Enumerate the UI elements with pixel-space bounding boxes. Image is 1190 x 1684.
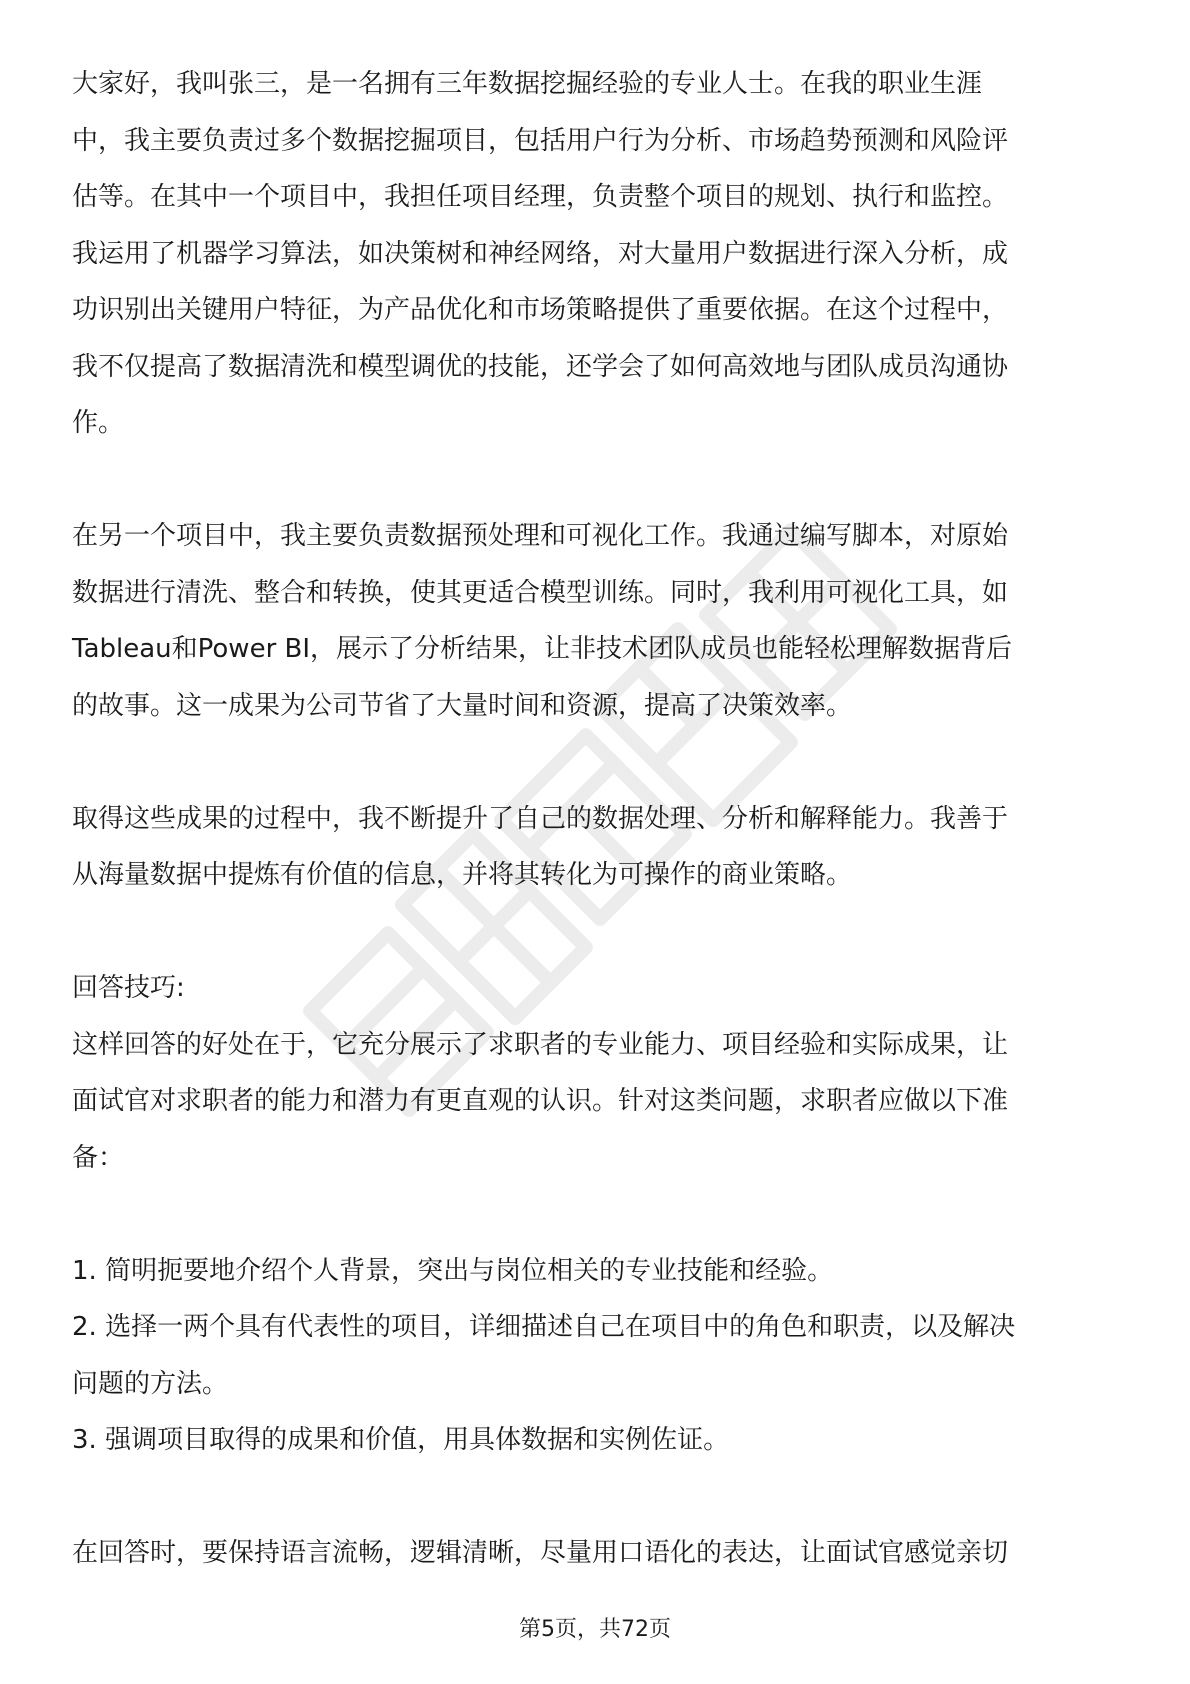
paragraph <box>72 960 1118 1186</box>
paragraph-gap <box>72 1186 1118 1243</box>
text-line: 从海量数据中提炼有价值的信息，并将其转化为可操作的商业策略。 <box>72 860 853 890</box>
paragraph <box>72 1243 1118 1469</box>
text-line: 取得这些成果的过程中，我不断提升了自己的数据处理、分析和解释能力。我善于 <box>72 803 1009 834</box>
text-line: 3. 强调项目取得的成果和价值，用具体数据和实例佐证。 <box>72 1425 730 1455</box>
text-line: 作。 <box>72 408 125 438</box>
paragraph-gap <box>72 734 1118 791</box>
text-line: 我运用了机器学习算法，如决策树和神经网络，对大量用户数据进行深入分析，成 <box>72 238 1009 269</box>
paragraph-gap <box>72 904 1118 961</box>
paragraph-gap <box>72 452 1118 509</box>
text-line: 在回答时，要保持语言流畅，逻辑清晰，尽量用口语化的表达，让面试官感觉亲切 <box>72 1538 1009 1568</box>
text-line: 我不仅提高了数据清洗和模型调优的技能，还学会了如何高效地与团队成员沟通协 <box>72 351 1009 382</box>
paragraph-gap <box>72 1469 1118 1526</box>
text-line: 的故事。这一成果为公司节省了大量时间和资源，提高了决策效率。 <box>72 690 853 721</box>
text-line: 大家好，我叫张三，是一名拥有三年数据挖掘经验的专业人士。在我的职业生涯 <box>72 69 983 99</box>
text-line: 问题的方法。 <box>72 1368 229 1399</box>
text-line: 估等。在其中一个项目中，我担任项目经理，负责整个项目的规划、执行和监控。 <box>72 182 1009 212</box>
text-line: 备： <box>72 1142 125 1173</box>
text-line: 这样回答的好处在于，它充分展示了求职者的专业能力、项目经验和实际成果，让 <box>72 1029 1009 1060</box>
text-line: 面试官对求职者的能力和潜力有更直观的认识。针对这类问题，求职者应做以下准 <box>72 1086 1009 1116</box>
paragraph <box>72 56 1118 452</box>
text-line: 回答技巧: <box>72 973 185 1003</box>
paragraph <box>72 791 1118 904</box>
text-line: 中，我主要负责过多个数据挖掘项目，包括用户行为分析、市场趋势预测和风险评 <box>72 125 1009 156</box>
paragraph <box>72 1525 1118 1582</box>
text-line: 数据进行清洗、整合和转换，使其更适合模型训练。同时，我利用可视化工具，如 <box>72 577 1009 608</box>
text-line: 2. 选择一两个具有代表性的项目，详细描述自己在项目中的角色和职责，以及解决 <box>72 1312 1016 1342</box>
text-line: 1. 简明扼要地介绍个人背景，突出与岗位相关的专业技能和经验。 <box>72 1255 834 1286</box>
page-number: 第5页，共72页 <box>519 1617 671 1642</box>
text-line: 在另一个项目中，我主要负责数据预处理和可视化工作。我通过编写脚本，对原始 <box>72 521 1009 551</box>
document-body <box>72 56 1118 1582</box>
paragraph <box>72 508 1118 734</box>
text-line: Tableau和Power BI，展示了分析结果，让非技术团队成员也能轻松理解数据背后 <box>72 634 1013 664</box>
text-line: 功识别出关键用户特征，为产品优化和市场策略提供了重要依据。在这个过程中， <box>72 295 1009 325</box>
